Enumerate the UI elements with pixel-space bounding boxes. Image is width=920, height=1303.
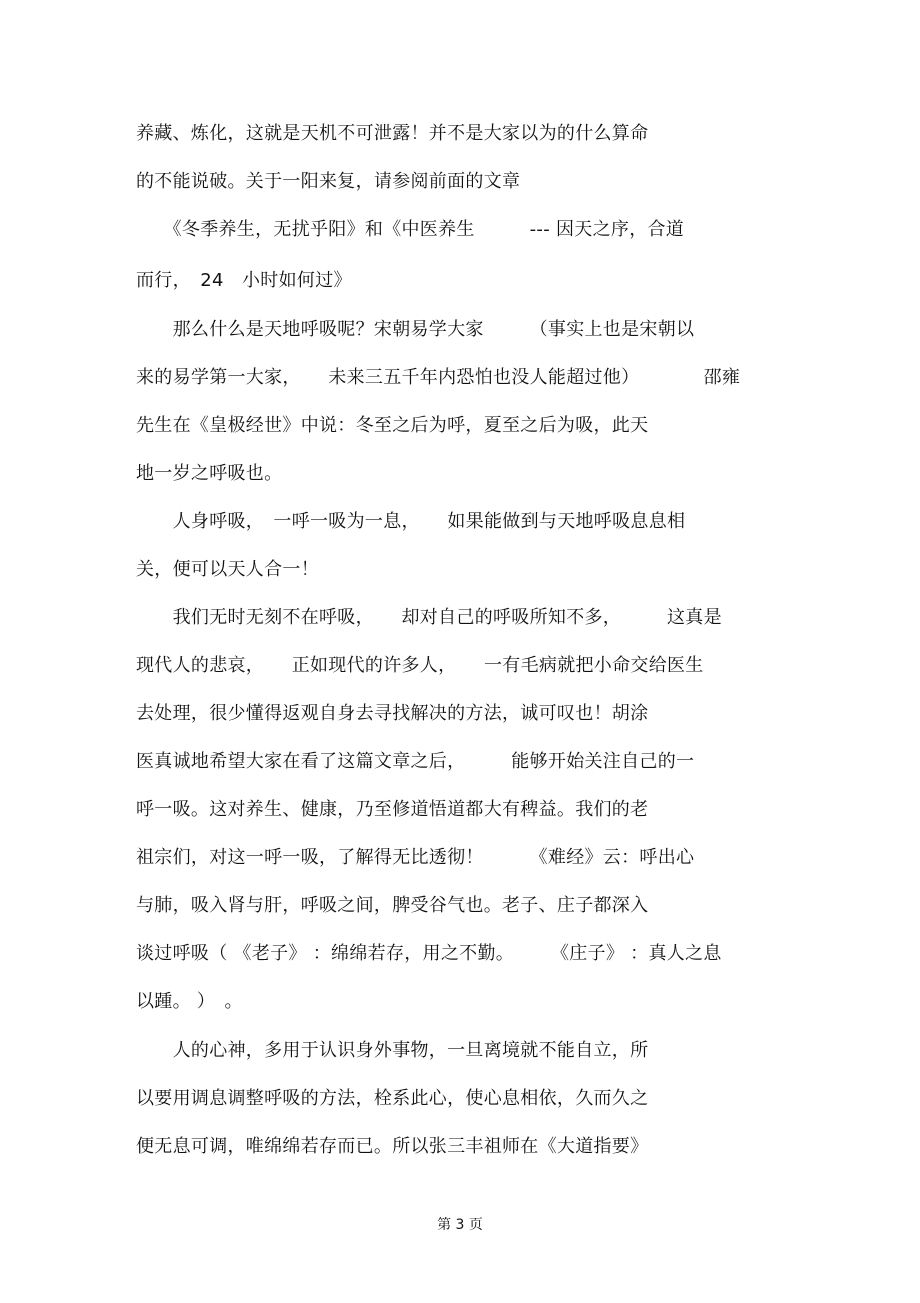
text-line-3: 《冬季养生，无扰乎阳》和《中医养生 --- 因天之序，合道 <box>136 219 685 240</box>
text-line-21: 以要用调息调整呼吸的方法，栓系此心，使心息相依，久而久之 <box>136 1088 649 1109</box>
text-line-22: 便无息可调，唯绵绵若存而已。所以张三丰祖师在《大道指要》 <box>136 1136 649 1157</box>
text-line-13: 去处理，很少懂得返观自身去寻找解决的方法，诚可叹也！胡涂 <box>136 703 649 724</box>
text-line-15: 呼一吸。这对养生、健康，乃至修道悟道都大有稗益。我们的老 <box>136 799 649 820</box>
text-line-7: 先生在《皇极经世》中说：冬至之后为呼，夏至之后为吸，此天 <box>136 415 649 436</box>
text-line-18: 谈过呼吸（ 《老子》 ：绵绵若存，用之不勤。 《庄子》 ：真人之息 <box>136 943 722 964</box>
text-line-19: 以踵。 ） 。 <box>136 991 243 1012</box>
text-line-12: 现代人的悲哀， 正如现代的许多人， 一有毛病就把小命交给医生 <box>136 655 704 676</box>
text-line-6: 来的易学第一大家， 未来三五千年内恐怕也没人能超过他） 邵雍 <box>136 367 741 388</box>
text-line-20: 人的心神，多用于认识身外事物，一旦离境就不能自立，所 <box>136 1040 649 1061</box>
text-line-8: 地一岁之呼吸也。 <box>136 463 283 484</box>
text-line-1: 养藏、炼化，这就是天机不可泄露！并不是大家以为的什么算命 <box>136 123 649 144</box>
page-number: 第 3 页 <box>437 1217 483 1233</box>
text-line-10: 关，便可以天人合一！ <box>136 559 319 580</box>
text-line-17: 与肺，吸入肾与肝，呼吸之间，脾受谷气也。老子、庄子都深入 <box>136 895 649 916</box>
text-line-11: 我们无时无刻不在呼吸， 却对自己的呼吸所知不多， 这真是 <box>136 607 722 628</box>
text-line-16: 祖宗们，对这一呼一吸，了解得无比透彻！ 《难经》云：呼出心 <box>136 847 695 868</box>
text-line-5: 那么什么是天地呼吸呢？宋朝易学大家 （事实上也是宋朝以 <box>136 319 695 340</box>
text-line-9: 人身呼吸， 一呼一吸为一息， 如果能做到与天地呼吸息息相 <box>136 511 686 532</box>
text-line-2: 的不能说破。关于一阳来复，请参阅前面的文章 <box>136 171 521 192</box>
text-line-14: 医真诚地希望大家在看了这篇文章之后， 能够开始关注自己的一 <box>136 751 695 772</box>
text-line-4: 而行， 24 小时如何过》 <box>136 270 352 291</box>
